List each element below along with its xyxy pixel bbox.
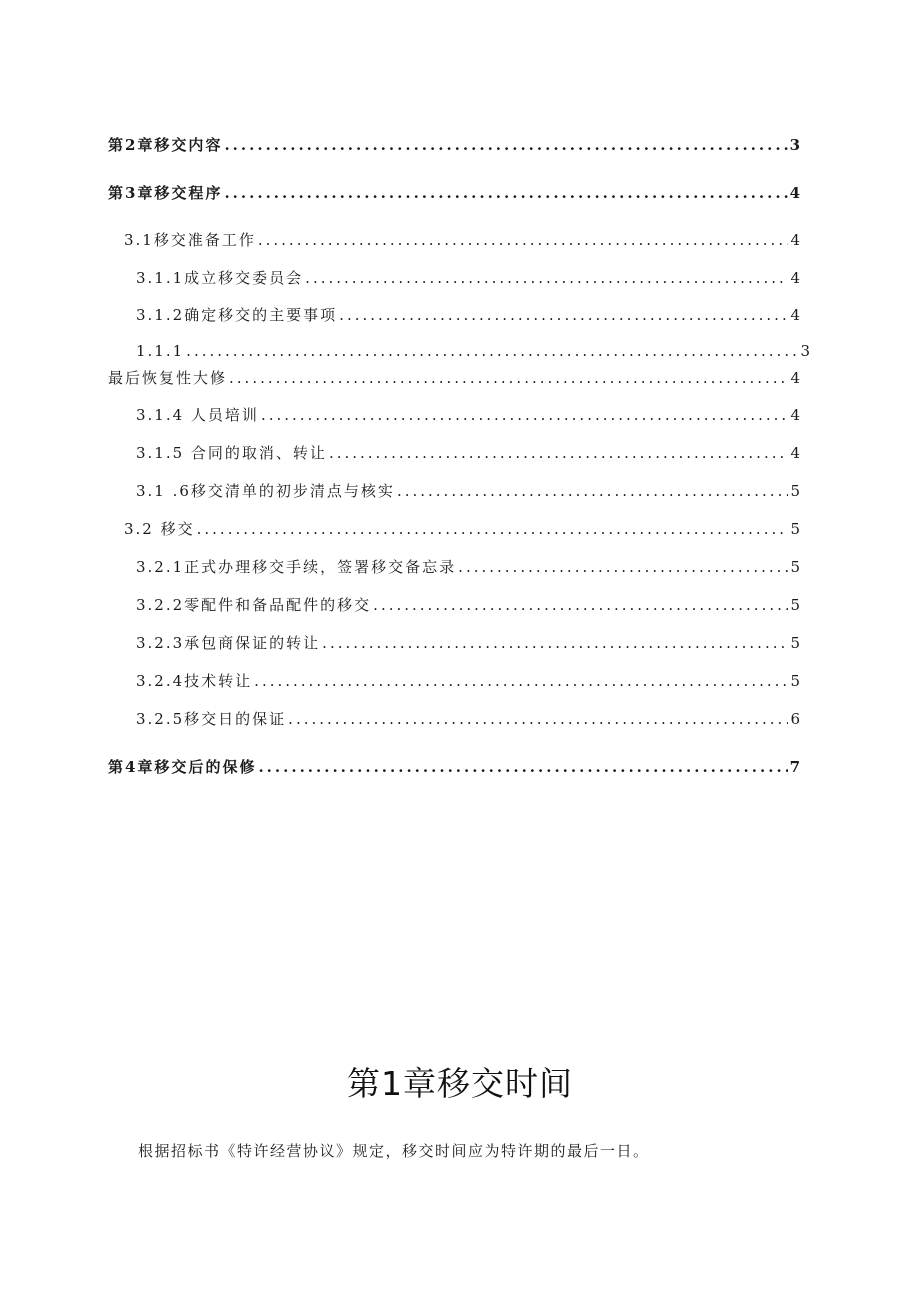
toc-leader-dots	[197, 520, 789, 538]
toc-leader-dots	[458, 558, 788, 576]
toc-leader-dots	[258, 758, 787, 776]
toc-entry-overhaul[interactable]	[108, 367, 800, 388]
toc-leader-dots	[224, 184, 787, 202]
toc-leader-dots	[254, 672, 788, 690]
toc-entry-text: 3.2.2零配件和备品配件的移交	[136, 596, 372, 614]
toc-page-number: 4	[790, 231, 800, 249]
toc-entry-text: 第4章移交后的保修	[108, 758, 257, 776]
toc-page-number: 3	[789, 136, 800, 154]
chapter-title: 第1章移交时间	[347, 1064, 573, 1103]
toc-leader-dots	[397, 482, 789, 500]
toc-entry-3-1-6[interactable]	[136, 480, 800, 501]
toc-leader-dots	[339, 306, 788, 324]
toc-leader-dots	[258, 231, 789, 249]
toc-page-number: 5	[790, 520, 800, 538]
toc-entry-text: 第2章移交内容	[108, 136, 223, 154]
chapter-body-paragraph: 根据招标书《特许经营协议》规定，移交时间应为特许期的最后一日。	[138, 1142, 650, 1160]
toc-entry-3-1-2[interactable]	[136, 304, 800, 325]
toc-entry-text: 3.1移交准备工作	[124, 231, 256, 249]
toc-entry-text: 3.1.5 合同的取消、转让	[136, 444, 327, 462]
toc-leader-dots	[261, 406, 789, 424]
toc-entry-text: 第3章移交程序	[108, 184, 223, 202]
toc-entry-text: 3.1 .6移交清单的初步清点与核实	[136, 482, 395, 500]
toc-entry-text: 3.2.3承包商保证的转让	[136, 634, 321, 652]
toc-entry-1-1-1[interactable]	[136, 342, 810, 360]
toc-page-number: 7	[789, 758, 800, 776]
toc-entry-text: 3.2 移交	[124, 520, 195, 538]
toc-entry-3-1-1[interactable]	[136, 267, 800, 288]
toc-entry-text: 3.2.4技术转让	[136, 672, 253, 690]
toc-page-number: 4	[790, 369, 800, 387]
toc-entry-3-2-3[interactable]	[136, 632, 800, 653]
toc-page-number: 5	[790, 482, 800, 500]
toc-entry-text: 1.1.1	[136, 342, 185, 360]
toc-entry-text: 3.1.2确定移交的主要事项	[136, 306, 338, 324]
toc-entry-3-1-5[interactable]	[136, 442, 800, 463]
toc-leader-dots	[373, 596, 788, 614]
toc-entry-text: 3.2.1正式办理移交手续，签署移交备忘录	[136, 558, 457, 576]
toc-leader-dots	[288, 710, 788, 728]
toc-page-number: 4	[790, 444, 800, 462]
toc-leader-dots	[305, 269, 788, 287]
toc-leader-dots	[329, 444, 789, 462]
toc-entry-3-2-4[interactable]	[136, 670, 800, 691]
toc-leader-dots	[224, 136, 787, 154]
toc-entry-chapter-4[interactable]	[108, 756, 800, 777]
toc-entry-chapter-3[interactable]	[108, 182, 800, 203]
toc-page-number: 5	[790, 596, 800, 614]
toc-page-number: 5	[790, 558, 800, 576]
toc-page-number: 5	[790, 634, 800, 652]
toc-leader-dots	[186, 342, 798, 360]
toc-leader-dots	[229, 369, 788, 387]
toc-entry-chapter-2[interactable]	[108, 134, 800, 155]
toc-page-number: 6	[790, 710, 800, 728]
toc-page-number: 4	[789, 184, 800, 202]
toc-entry-text: 最后恢复性大修	[108, 369, 228, 387]
toc-entry-text: 3.2.5移交日的保证	[136, 710, 287, 728]
toc-entry-3-1-4[interactable]	[136, 404, 800, 425]
toc-page-number: 5	[790, 672, 800, 690]
toc-entry-3-1[interactable]	[124, 229, 800, 250]
toc-page-number: 3	[800, 342, 810, 360]
toc-leader-dots	[322, 634, 788, 652]
toc-entry-3-2-1[interactable]	[136, 556, 800, 577]
toc-page-number: 4	[790, 406, 800, 424]
toc-page-number: 4	[790, 306, 800, 324]
toc-entry-3-2-2[interactable]	[136, 594, 800, 615]
toc-page-number: 4	[790, 269, 800, 287]
toc-entry-text: 3.1.4 人员培训	[136, 406, 259, 424]
toc-entry-3-2[interactable]	[124, 518, 800, 539]
toc-entry-3-2-5[interactable]	[136, 708, 800, 729]
toc-entry-text: 3.1.1成立移交委员会	[136, 269, 304, 287]
